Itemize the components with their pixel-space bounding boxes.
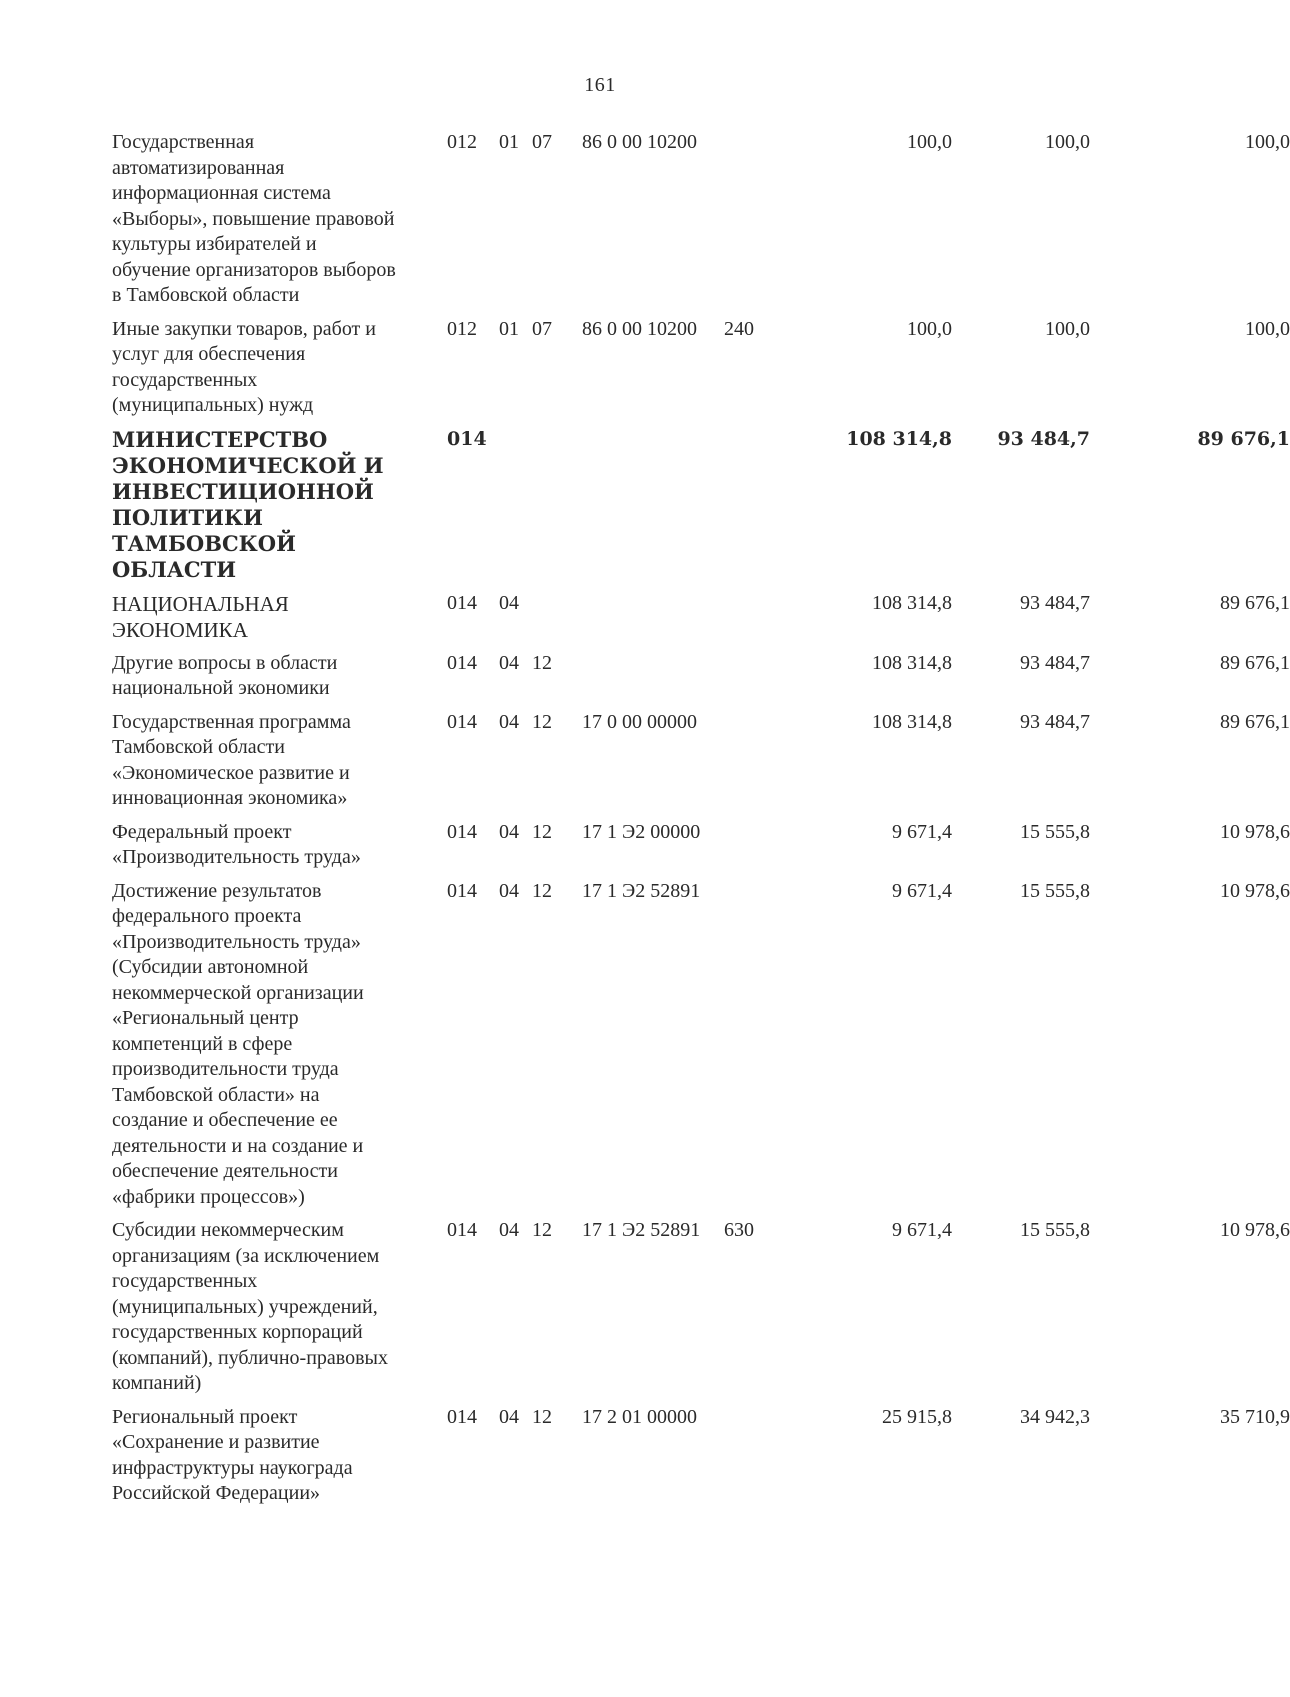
row-value-1: 100,0: [907, 131, 952, 153]
budget-table: [112, 130, 1290, 1515]
row-value-1: 9 671,4: [892, 1219, 952, 1241]
row-gr: 014: [447, 820, 477, 843]
table-row: [112, 1405, 1290, 1507]
row-vr: 240: [724, 317, 754, 340]
row-gr: 014: [447, 591, 477, 614]
row-csr: 86 0 00 10200: [582, 131, 697, 153]
row-value-3: 10 978,6: [1220, 820, 1290, 843]
row-pr: 07: [532, 131, 552, 153]
row-name: НАЦИОНАЛЬНАЯ ЭКОНОМИКА: [112, 591, 289, 642]
table-row: [112, 710, 1290, 812]
row-pr: 12: [532, 651, 552, 674]
row-name: Субсидии некоммерческим организациям (за исключением государственных (муниципальных) учреждений, государственных корпораций (компаний), публично-правовых компаний): [112, 1219, 388, 1394]
row-gr: 014: [447, 1405, 477, 1428]
row-value-1: 9 671,4: [892, 820, 952, 843]
row-value-1: 25 915,8: [882, 1405, 952, 1428]
row-name: Государственная автоматизированная информационная система «Выборы», повышение правовой культуры избирателей и обучение организаторов выборов в Тамбовской области: [112, 131, 396, 306]
row-value-3: 10 978,6: [1220, 1219, 1290, 1241]
row-csr: 17 2 01 00000: [582, 1405, 697, 1428]
table-row: [112, 317, 1290, 419]
row-value-2: 93 484,7: [1020, 591, 1090, 614]
row-value-1: 108 314,8: [872, 710, 952, 733]
row-rz: 04: [499, 651, 519, 674]
table-row: [112, 130, 1290, 309]
row-value-2: 34 942,3: [1020, 1405, 1090, 1428]
row-gr: 012: [447, 131, 477, 153]
row-rz: 01: [499, 131, 519, 153]
row-value-2: 93 484,7: [1020, 710, 1090, 733]
row-value-3: 89 676,1: [1220, 651, 1290, 674]
row-rz: 04: [499, 1219, 519, 1241]
row-gr: 014: [447, 651, 477, 674]
row-csr: 17 0 00 00000: [582, 710, 697, 733]
page-number: 161: [584, 74, 616, 96]
row-name: Другие вопросы в области национальной экономики: [112, 651, 338, 699]
row-pr: 12: [532, 879, 552, 902]
row-rz: 04: [499, 820, 519, 843]
row-pr: 07: [532, 317, 552, 340]
row-pr: 12: [532, 820, 552, 843]
row-value-2: 100,0: [1045, 131, 1090, 153]
table-row: [112, 1218, 1290, 1397]
row-pr: 12: [532, 1219, 552, 1241]
row-rz: 01: [499, 317, 519, 340]
row-value-1: 108 314,8: [872, 651, 952, 674]
row-value-3: 100,0: [1245, 131, 1290, 153]
row-value-1: 100,0: [907, 317, 952, 340]
row-rz: 04: [499, 1405, 519, 1428]
row-name: Федеральный проект «Производительность труда»: [112, 820, 361, 868]
row-value-1: 9 671,4: [892, 879, 952, 902]
row-gr: 014: [447, 879, 477, 902]
row-value-2: 100,0: [1045, 317, 1090, 340]
row-name: Иные закупки товаров, работ и услуг для обеспечения государственных (муниципальных) нужд: [112, 317, 377, 416]
row-value-2: 93 484,7: [997, 427, 1090, 450]
row-name: Государственная программа Тамбовской области «Экономическое развитие и инновационная экономика»: [112, 710, 351, 809]
row-csr: 17 1 Э2 52891: [582, 1219, 701, 1241]
row-value-1: 108 314,8: [846, 427, 952, 450]
row-csr: 17 1 Э2 52891: [582, 879, 701, 902]
row-gr: 014: [447, 710, 477, 733]
table-row-section: [112, 591, 1290, 643]
table-row-ministry: [112, 426, 1290, 583]
row-value-2: 15 555,8: [1020, 1219, 1090, 1241]
row-gr: 012: [447, 317, 477, 340]
row-value-3: 100,0: [1245, 317, 1290, 340]
row-value-3: 35 710,9: [1220, 1405, 1290, 1428]
row-gr: 014: [447, 427, 487, 450]
row-pr: 12: [532, 710, 552, 733]
row-pr: 12: [532, 1405, 552, 1428]
row-value-3: 10 978,6: [1220, 879, 1290, 902]
row-csr: 86 0 00 10200: [582, 317, 697, 340]
row-rz: 04: [499, 591, 519, 614]
table-row: [112, 651, 1290, 702]
row-name: МИНИСТЕРСТВО ЭКОНОМИЧЕСКОЙ И ИНВЕСТИЦИОННОЙ ПОЛИТИКИ ТАМБОВСКОЙ ОБЛАСТИ: [112, 426, 384, 582]
row-value-3: 89 676,1: [1197, 427, 1290, 450]
row-rz: 04: [499, 710, 519, 733]
row-value-3: 89 676,1: [1220, 591, 1290, 614]
row-name: Достижение результатов федерального проекта «Производительность труда» (Субсидии автономной некоммерческой организации «Региональный центр компетенций в сфере производительности труда Тамбовской области» на создание и обеспечение ее деятельности и на создание и обеспечение деятельности «фабрики процессов»): [112, 879, 364, 1208]
row-value-3: 89 676,1: [1220, 710, 1290, 733]
row-vr: 630: [724, 1219, 754, 1241]
table-row: [112, 879, 1290, 1211]
row-value-2: 15 555,8: [1020, 820, 1090, 843]
row-gr: 014: [447, 1219, 477, 1241]
row-name: Региональный проект «Сохранение и развитие инфраструктуры наукограда Российской Федерации»: [112, 1405, 353, 1504]
row-rz: 04: [499, 879, 519, 902]
row-value-2: 93 484,7: [1020, 651, 1090, 674]
row-value-1: 108 314,8: [872, 591, 952, 614]
row-csr: 17 1 Э2 00000: [582, 820, 701, 843]
row-value-2: 15 555,8: [1020, 879, 1090, 902]
table-row: [112, 820, 1290, 871]
